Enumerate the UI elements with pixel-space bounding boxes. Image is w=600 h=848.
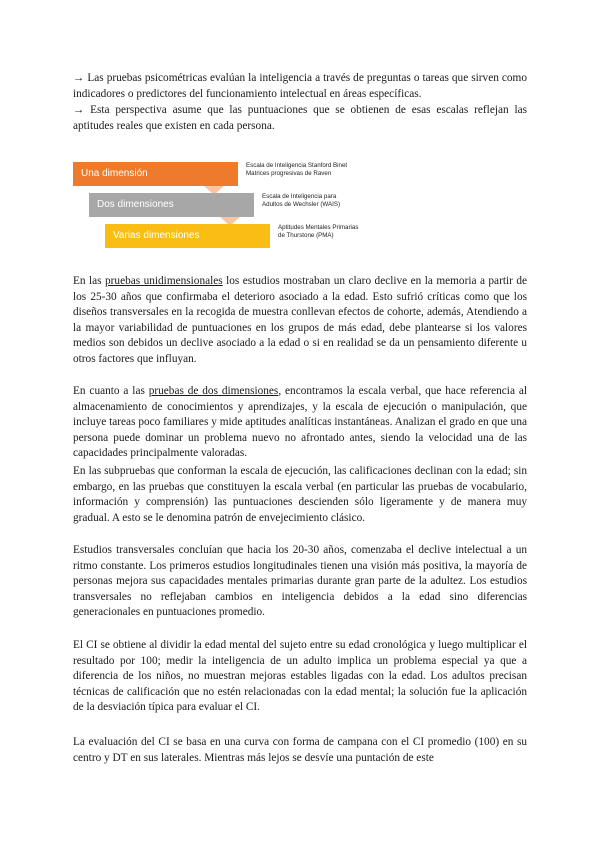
paragraph-ci: El CI se obtiene al dividir la edad mental del sujeto entre su edad cronológica y luego multiplicar el resultado por 100; medir la inteligencia de un adulto implica un problema especial ya que a diferencia de los niños, no muestran mejoras estables ligadas con la edad. Los adultos precisan técnicas de calificación que no estén relacionadas con la edad mental; la solución fue la aplicación de la desviación típica para evaluar el CI. [73, 639, 527, 714]
intro-line-1: → Las pruebas psicométricas evalúan la inteligencia a través de preguntas o tareas que sirven como indicadores o predictores del funcionamiento intelectual en áreas específicas. [73, 72, 527, 100]
paragraph-ci-evaluation: La evaluación del CI se basa en una curva con forma de campana con el CI promedio (100) en su centro y DT en sus laterales. Mientras más lejos se desvíe una puntación de este [73, 736, 527, 764]
two-dimensions-bar: Dos dimensiones [89, 193, 254, 217]
several-dimensions-desc: Aptitudes Mentales Primarias de Thurstone (PMA) [278, 224, 359, 239]
several-dimensions-bar: Varias dimensiones [105, 224, 270, 248]
link-two-dimensions: pruebas de dos dimensiones [148, 385, 279, 397]
paragraph-cross-sectional: Estudios transversales concluían que hacia los 20-30 años, comenzaba el declive intelectual a un ritmo constante. Los primeros estudios longitudinales tienen una visión más positiva, la mayoría de personas mejora sus capacidades mentales primarias durante gran parte de la adultez. Los estudios transversales no reflejaban cambios en inteligencia debidos a la edad sino diferencias generacionales en puntuaciones promedio. [73, 544, 527, 619]
paragraph-two-dimensions: En cuanto a las pruebas de dos dimensiones, encontramos la escala verbal, que hace referencia al almacenamiento de conocimientos y aprendizajes, y la escala de ejecución o manipulación, que incluye tareas poco familiares y mide aptitudes analíticas instantáneas. Analizan el grado en que una persona puede dominar un problema nuevo no afrontado antes, siendo la velocidad una de las capacidades principalmente valoradas. [73, 385, 527, 460]
two-dimensions-desc: Escala de Inteligencia para Adultos de Wechsler (WAIS) [262, 193, 341, 208]
dimensions-diagram [73, 158, 373, 258]
link-unidimensional: pruebas unidimensionales [105, 275, 223, 287]
paragraph-unidimensional: En las pruebas unidimensionales los estudios mostraban un claro declive en la memoria a partir de los 25-30 años que confirmaba el deterioro asociado a la edad. Esto sufrió críticas como que los diseños transversales en la recogida de muestra conllevan efectos de cohorte, además, Atendiendo a la mayor variabilidad de puntuaciones en los grupos de más edad, debe plantearse si los valores medios son debidos un declive asociado a la edad o si en realidad se da un pensamiento diferente u otros factores que influyan. [73, 275, 527, 365]
one-dimension-bar: Una dimensión [73, 162, 238, 186]
paragraph-execution-scale: En las subpruebas que conforman la escala de ejecución, las calificaciones declinan con la edad; sin embargo, en las pruebas que constituyen la escala verbal (en particular las pruebas de vocabulario, información y comprensión) las puntuaciones descienden sólo ligeramente y de manera muy gradual. A esto se le denomina patrón de envejecimiento clásico. [73, 465, 527, 524]
intro-line-2: → Esta perspectiva asume que las puntuaciones que se obtienen de esas escalas reflejan las aptitudes reales que existen en cada persona. [73, 104, 527, 132]
one-dimension-desc: Escala de Inteligencia Stanford Binet Matrices progresivas de Raven [246, 162, 348, 177]
